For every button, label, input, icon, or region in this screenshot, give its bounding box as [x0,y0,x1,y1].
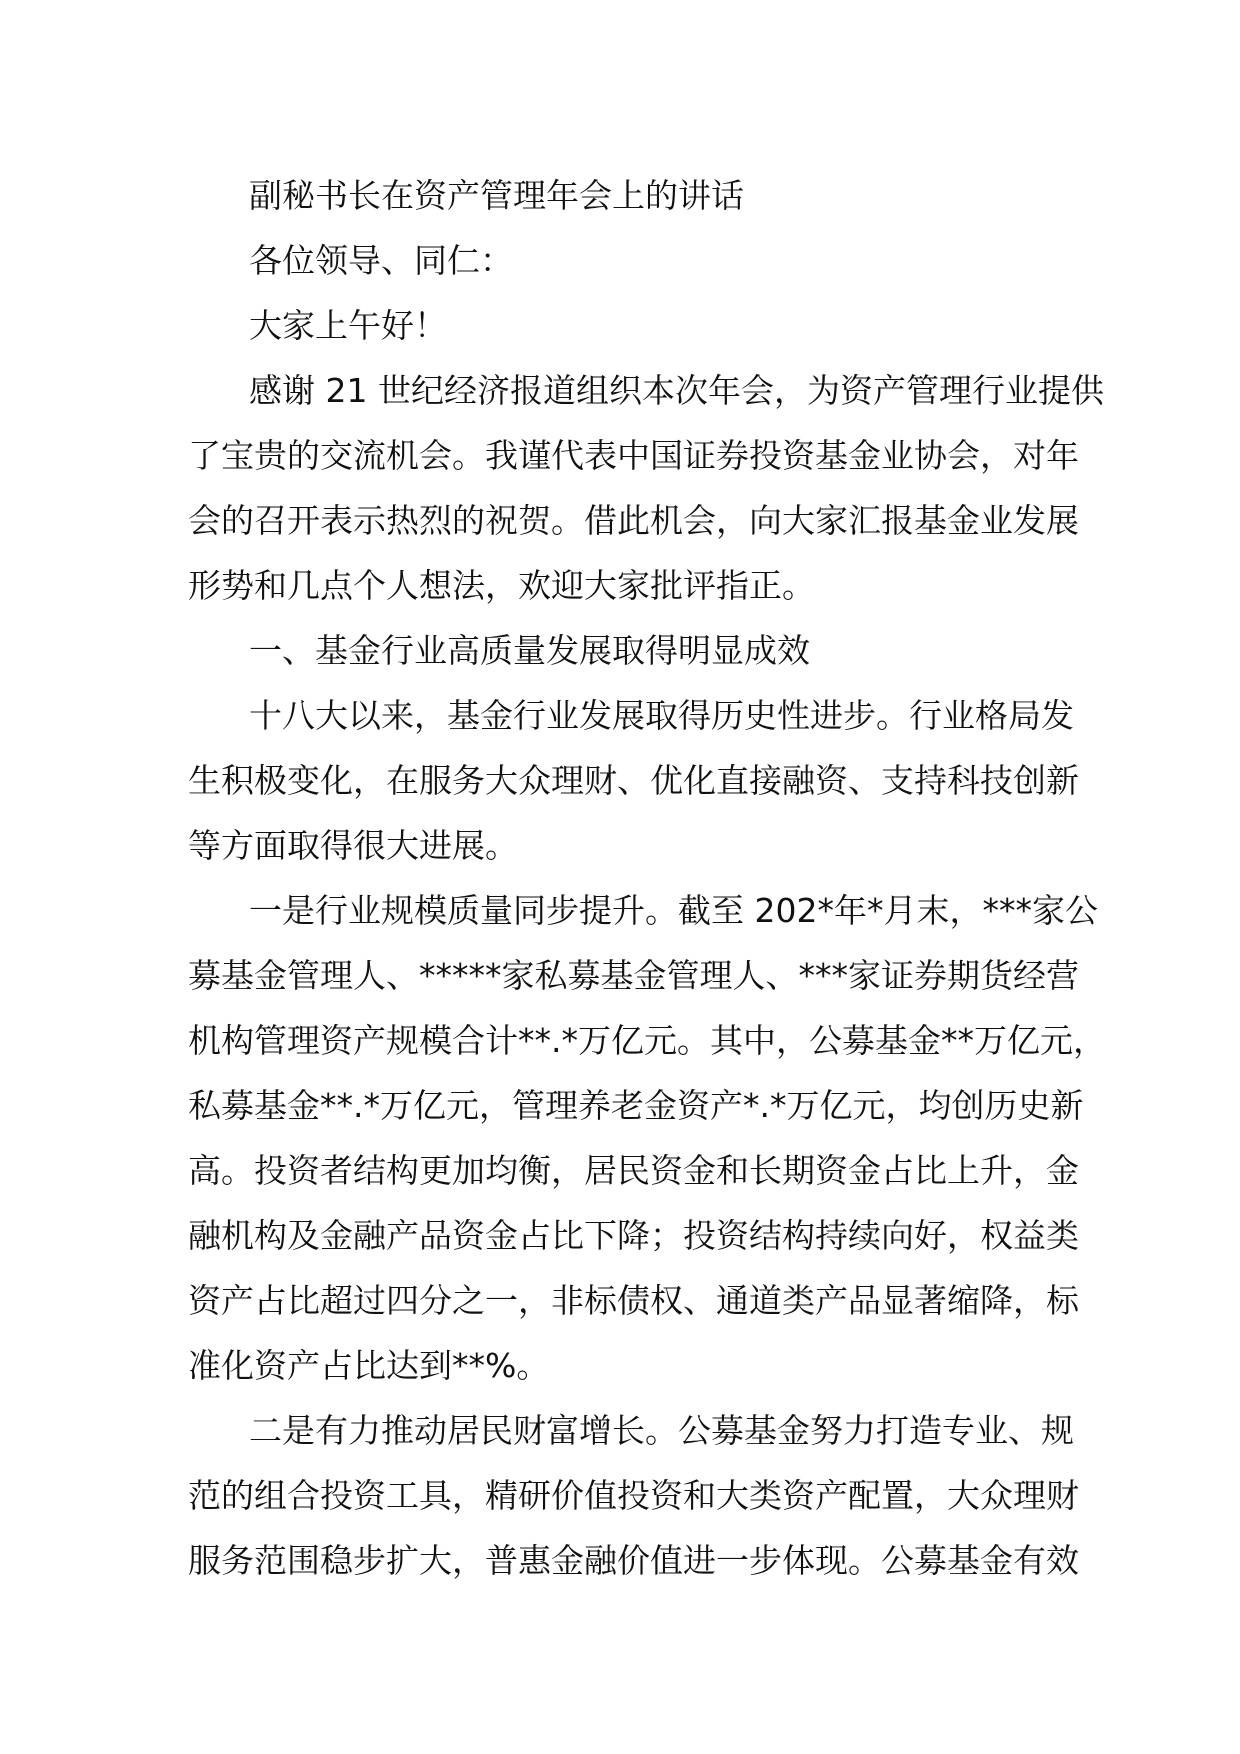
paragraph-line: 二是有力推动居民财富增长。公募基金努力打造专业、规 [249,1411,1074,1450]
paragraph-line: 准化资产占比达到**%。 [188,1346,550,1385]
paragraph-line: 十八大以来，基金行业发展取得历史性进步。行业格局发 [249,696,1074,735]
paragraph-line: 形势和几点个人想法，欢迎大家批评指正。 [188,566,815,605]
document-body [188,163,1106,1593]
paragraph-line: 范的组合投资工具，精研价值投资和大类资产配置，大众理财 [188,1476,1079,1515]
paragraph-line: 一是行业规模质量同步提升。截至 202*年*月末，***家公 [249,891,1098,930]
paragraph-line: 资产占比超过四分之一，非标债权、通道类产品显著缩降，标 [188,1281,1079,1320]
paragraph-line: 会的召开表示热烈的祝贺。借此机会，向大家汇报基金业发展 [188,501,1079,540]
salutation: 各位领导、同仁： [249,241,513,280]
paragraph-line: 了宝贵的交流机会。我谨代表中国证券投资基金业协会，对年 [188,436,1079,475]
section-heading: 一、基金行业高质量发展取得明显成效 [249,631,810,670]
paragraph-opening [188,358,1104,618]
paragraph-line: 生积极变化，在服务大众理财、优化直接融资、支持科技创新 [188,761,1079,800]
paragraph-line: 感谢 21 世纪经济报道组织本次年会，为资产管理行业提供 [249,371,1104,410]
paragraph-line: 募基金管理人、*****家私募基金管理人、***家证券期货经营 [188,956,1079,995]
paragraph-line: 机构管理资产规模合计**.*万亿元。其中，公募基金**万亿元， [188,1021,1106,1060]
paragraph-line: 等方面取得很大进展。 [188,826,518,865]
paragraph-wealth-growth [188,1398,1079,1593]
greeting: 大家上午好！ [249,306,447,345]
paragraph-progress [188,683,1079,878]
paragraph-line: 高。投资者结构更加均衡，居民资金和长期资金占比上升，金 [188,1151,1079,1190]
speech-title: 副秘书长在资产管理年会上的讲话 [249,176,744,215]
paragraph-scale-quality [188,878,1106,1398]
paragraph-line: 服务范围稳步扩大，普惠金融价值进一步体现。公募基金有效 [188,1541,1079,1580]
paragraph-line: 融机构及金融产品资金占比下降；投资结构持续向好，权益类 [188,1216,1079,1255]
paragraph-line: 私募基金**.*万亿元，管理养老金资产*.*万亿元，均创历史新 [188,1086,1084,1125]
